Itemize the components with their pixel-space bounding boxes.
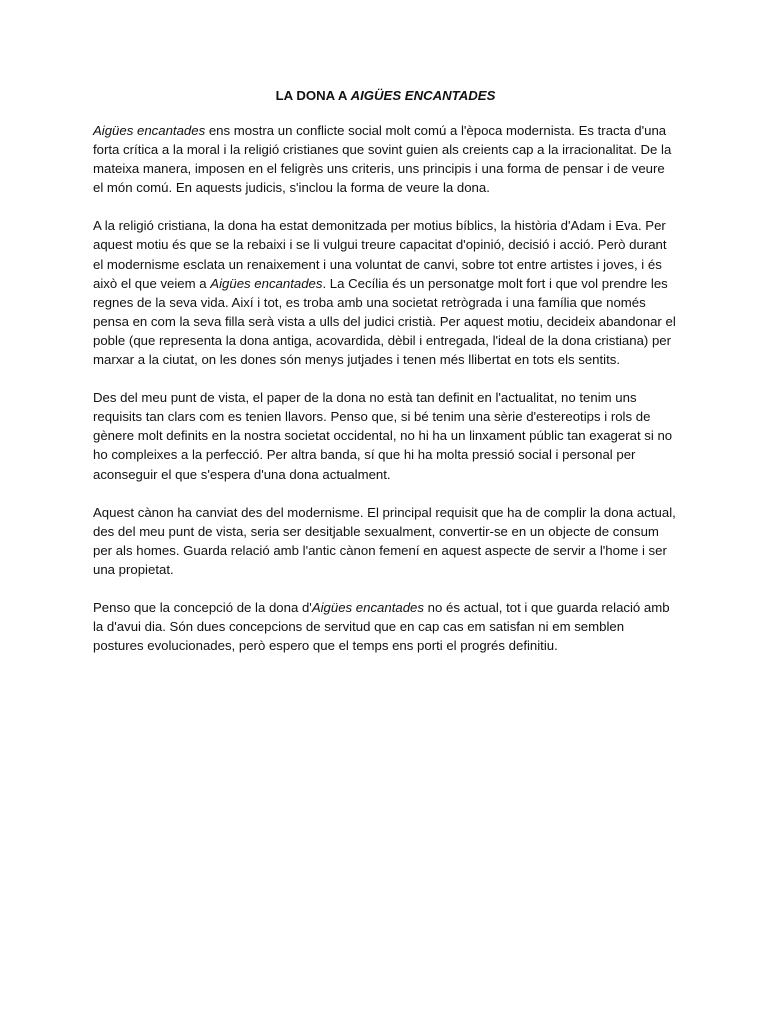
title-italic: AIGÜES ENCANTADES (350, 88, 496, 103)
paragraph-2-text-a: A la religió cristiana, la dona ha estat demonitzada per motius bíblics, la història d'Adam i Eva. Per aquest motiu és que se la rebaixi i se li vulgui treure capacitat d'opinió, decisió i acció. Però durant el modernisme esclata un renaixement i una voluntat de canvi, sobre tot entre artistes i joves, i és això el que veiem a (93, 218, 667, 291)
paragraph-2 (93, 216, 678, 369)
paragraph-3 (93, 388, 678, 483)
title-plain: LA DONA A (275, 88, 351, 103)
paragraph-4 (93, 503, 678, 579)
paragraph-4-text: Aquest cànon ha canviat des del modernisme. El principal requisit que ha de complir la dona actual, des del meu punt de vista, seria ser desitjable sexualment, convertir-se en un objecte de consum per als homes. Guarda relació amb l'antic cànon femení en aquest aspecte de servir a l'home i ser una propietat. (93, 504, 676, 577)
paragraph-1-italic: Aigües encantades (93, 123, 206, 138)
paragraph-5-italic: Aigües encantades (311, 599, 424, 615)
paragraph-2-text-b: . La Cecília és un personatge molt fort i que vol prendre les regnes de la seva vida. Així i tot, es troba amb una societat retrògrada i una família que només pensa en com la seva filla serà vista a ulls del judici cristià. Per aquest motiu, decideix abandonar el poble (que representa la dona antiga, acovardida, dèbil i entregada, l'ideal de la dona cristiana) per marxar a la ciutat, on les dones són menys jutjades i tenen més llibertat en tots els sentits. (93, 275, 676, 368)
paragraph-1-text: ens mostra un conflicte social molt comú a l'època modernista. Es tracta d'una forta crítica a la moral i la religió cristianes que sovint guien als creients cap a la irracionalitat. De la mateixa manera, imposen en el feligrès uns criteris, uns principis i una forma de pensar i de veure el món comú. En aquests judicis, s'inclou la forma de veure la dona. (93, 123, 672, 196)
document-page (93, 86, 678, 674)
paragraph-5-text-a: Penso que la concepció de la dona d' (93, 599, 312, 615)
paragraph-3-text: Des del meu punt de vista, el paper de la dona no està tan definit en l'actualitat, no tenim uns requisits tan clars com es tenien llavors. Penso que, si bé tenim una sèrie d'estereotips i rols de gènere molt definits en la nostra societat occidental, no hi ha un linxament públic tan exagerat si no ho compleixes a la perfecció. Per altra banda, sí que hi ha molta pressió social i personal per aconseguir el que s'espera d'una dona actualment. (93, 390, 673, 482)
paragraph-1 (93, 121, 678, 197)
paragraph-2-italic: Aigües encantades (210, 275, 323, 291)
paragraph-5 (93, 598, 678, 655)
paragraph-5-text-b: no és actual, tot i que guarda relació amb la d'avui dia. Són dues concepcions de servitud que en cap cas em satisfan ni em semblen postures evolucionades, però espero que el temps ens porti el progrés definitiu. (93, 599, 670, 654)
document-title (93, 86, 678, 105)
